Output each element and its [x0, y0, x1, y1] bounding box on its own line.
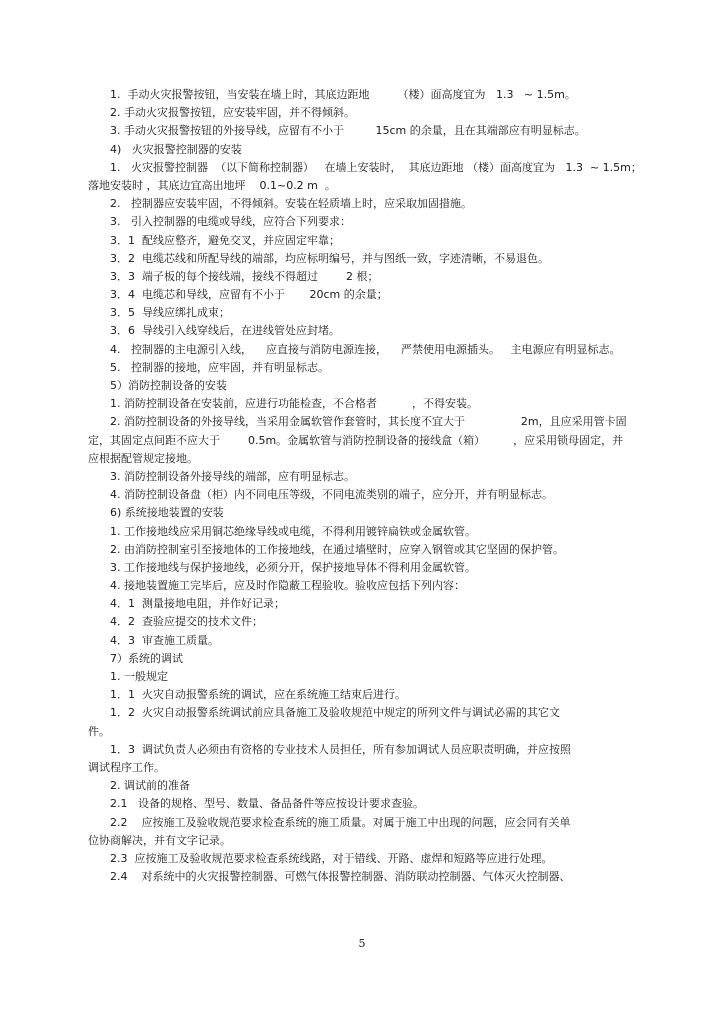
- text-line: 3. 引入控制器的电缆或导线，应符合下列要求：: [110, 215, 351, 229]
- text-line: 定，其固定点间距不应大于 0.5m。金属软管与消防控制设备的接线盒（箱） ，应采用锁母固定，并: [88, 433, 624, 447]
- text-line: 4) 火灾报警控制器的安装: [110, 142, 242, 156]
- text-line: 1. 工作接地线应采用铜芯绝缘导线或电缆，不得利用镀锌扁铁或金属软管。: [110, 524, 476, 538]
- text-line: 调试程序工作。: [88, 760, 165, 774]
- text-line: 2. 控制器应安装牢固，不得倾斜。安装在轻质墙上时，应采取加固措施。: [110, 197, 472, 211]
- text-line: 位协商解决，并有文字记录。: [88, 833, 231, 847]
- text-line: 2. 手动火灾报警按钮，应安装牢固，并不得倾斜。: [110, 106, 355, 120]
- text-line: 6) 系统接地装置的安装: [110, 506, 224, 520]
- text-line: 1. 一般规定: [110, 670, 168, 683]
- text-line: 4．1 测量接地电阻，并作好记录；: [110, 597, 285, 611]
- text-line: 5. 控制器的接地，应牢固，并有明显标志。: [110, 360, 329, 374]
- text-line: 2. 由消防控制室引至接地体的工作接地线，在通过墙壁时，应穿入钢管或其它坚固的保护管。: [110, 542, 564, 556]
- body-text: [88, 86, 644, 886]
- text-line: 2. 调试前的准备: [110, 779, 190, 793]
- text-line: 应根据配管规定接地。: [88, 451, 198, 465]
- text-line: 1. 手动火灾报警按钮，当安装在墙上时，其底边距地 （楼）面高度宜为 1.3 ~ 1.5m。: [110, 88, 576, 101]
- text-line: 2.1 设备的规格、型号、数量、备品备件等应按设计要求查验。: [110, 797, 424, 811]
- text-line: 4. 控制器的主电源引入线， 应直接与消防电源连接， 严禁使用电源插头。 主电源应有明显标志。: [110, 342, 621, 356]
- text-line: 3．1 配线应整齐，避免交叉，并应固定牢靠；: [110, 233, 340, 247]
- text-line: 2. 消防控制设备的外接导线，当采用金属软管作套管时，其长度不宜大于 2m，且应采用管卡固: [110, 415, 627, 429]
- text-line: 1．2 火灾自动报警系统调试前应具备施工及验收规范中规定的所列文件与调试必需的其它文: [110, 706, 560, 720]
- text-line: 3．2 电缆芯线和所配导线的端部，均应标明编号，并与图纸一致，字迹清晰，不易退色。: [110, 251, 549, 265]
- text-line: 3. 工作接地线与保护接地线，必须分开，保护接地导体不得利用金属软管。: [110, 560, 476, 574]
- text-line: 1．1 火灾自动报警系统的调试，应在系统施工结束后进行。: [110, 688, 406, 702]
- text-line: 3．4 电缆芯和导线，应留有不小于 20cm 的余量；: [110, 288, 388, 302]
- text-line: 落地安装时 ，其底边宜高出地坪 0.1~0.2 m 。: [88, 178, 336, 192]
- text-line: 3．3 端子板的每个接线端，接线不得超过 2 根；: [110, 269, 379, 283]
- text-line: 1. 消防控制设备在安装前，应进行功能检查，不合格者 ，不得安装。: [110, 397, 478, 411]
- text-line: 1. 火灾报警控制器 （以下简称控制器） 在墙上安装时， 其底边距地 （楼）面高度宜为 1.3 ~ 1.5m；: [110, 160, 642, 174]
- text-line: 2.3 应按施工及验收规范要求检查系统线路，对于错线、开路、虚焊和短路等应进行处理。: [110, 851, 553, 865]
- text-line: 3. 消防控制设备外接导线的端部，应有明显标志。: [110, 469, 355, 483]
- text-line: 2.4 对系统中的火灾报警控制器、可燃气体报警控制器、消防联动控制器、气体灭火控制器、: [110, 870, 571, 884]
- text-line: 4. 接地装置施工完毕后，应及时作隐蔽工程验收。验收应包括下列内容：: [110, 579, 465, 593]
- text-line: 2.2 应按施工及验收规范要求检查系统的施工质量。对属于施工中出现的问题，应会同有关单: [110, 815, 571, 829]
- text-line: 5）消防控制设备的安装: [110, 379, 227, 392]
- text-line: 件。: [88, 724, 110, 738]
- text-line: 3．5 导线应绑扎成束；: [110, 306, 230, 320]
- page-number: 5: [358, 937, 366, 950]
- text-line: 4．3 审查施工质量。: [110, 633, 219, 647]
- text-line: 3. 手动火灾报警按钮的外接导线，应留有不小于 15cm 的余量，且在其端部应有明显标志。: [110, 124, 586, 138]
- text-line: 4．2 查验应提交的技术文件；: [110, 615, 263, 629]
- text-line: 4. 消防控制设备盘（柜）内不同电压等级，不同电流类别的端子，应分开，并有明显标志。: [110, 488, 553, 502]
- text-line: 3．6 导线引入线穿线后，在进线管处应封堵。: [110, 324, 340, 338]
- text-line: 1．3 调试负责人必须由有资格的专业技术人员担任，所有参加调试人员应职责明确，并应按照: [110, 742, 571, 756]
- text-line: 7）系统的调试: [110, 651, 183, 665]
